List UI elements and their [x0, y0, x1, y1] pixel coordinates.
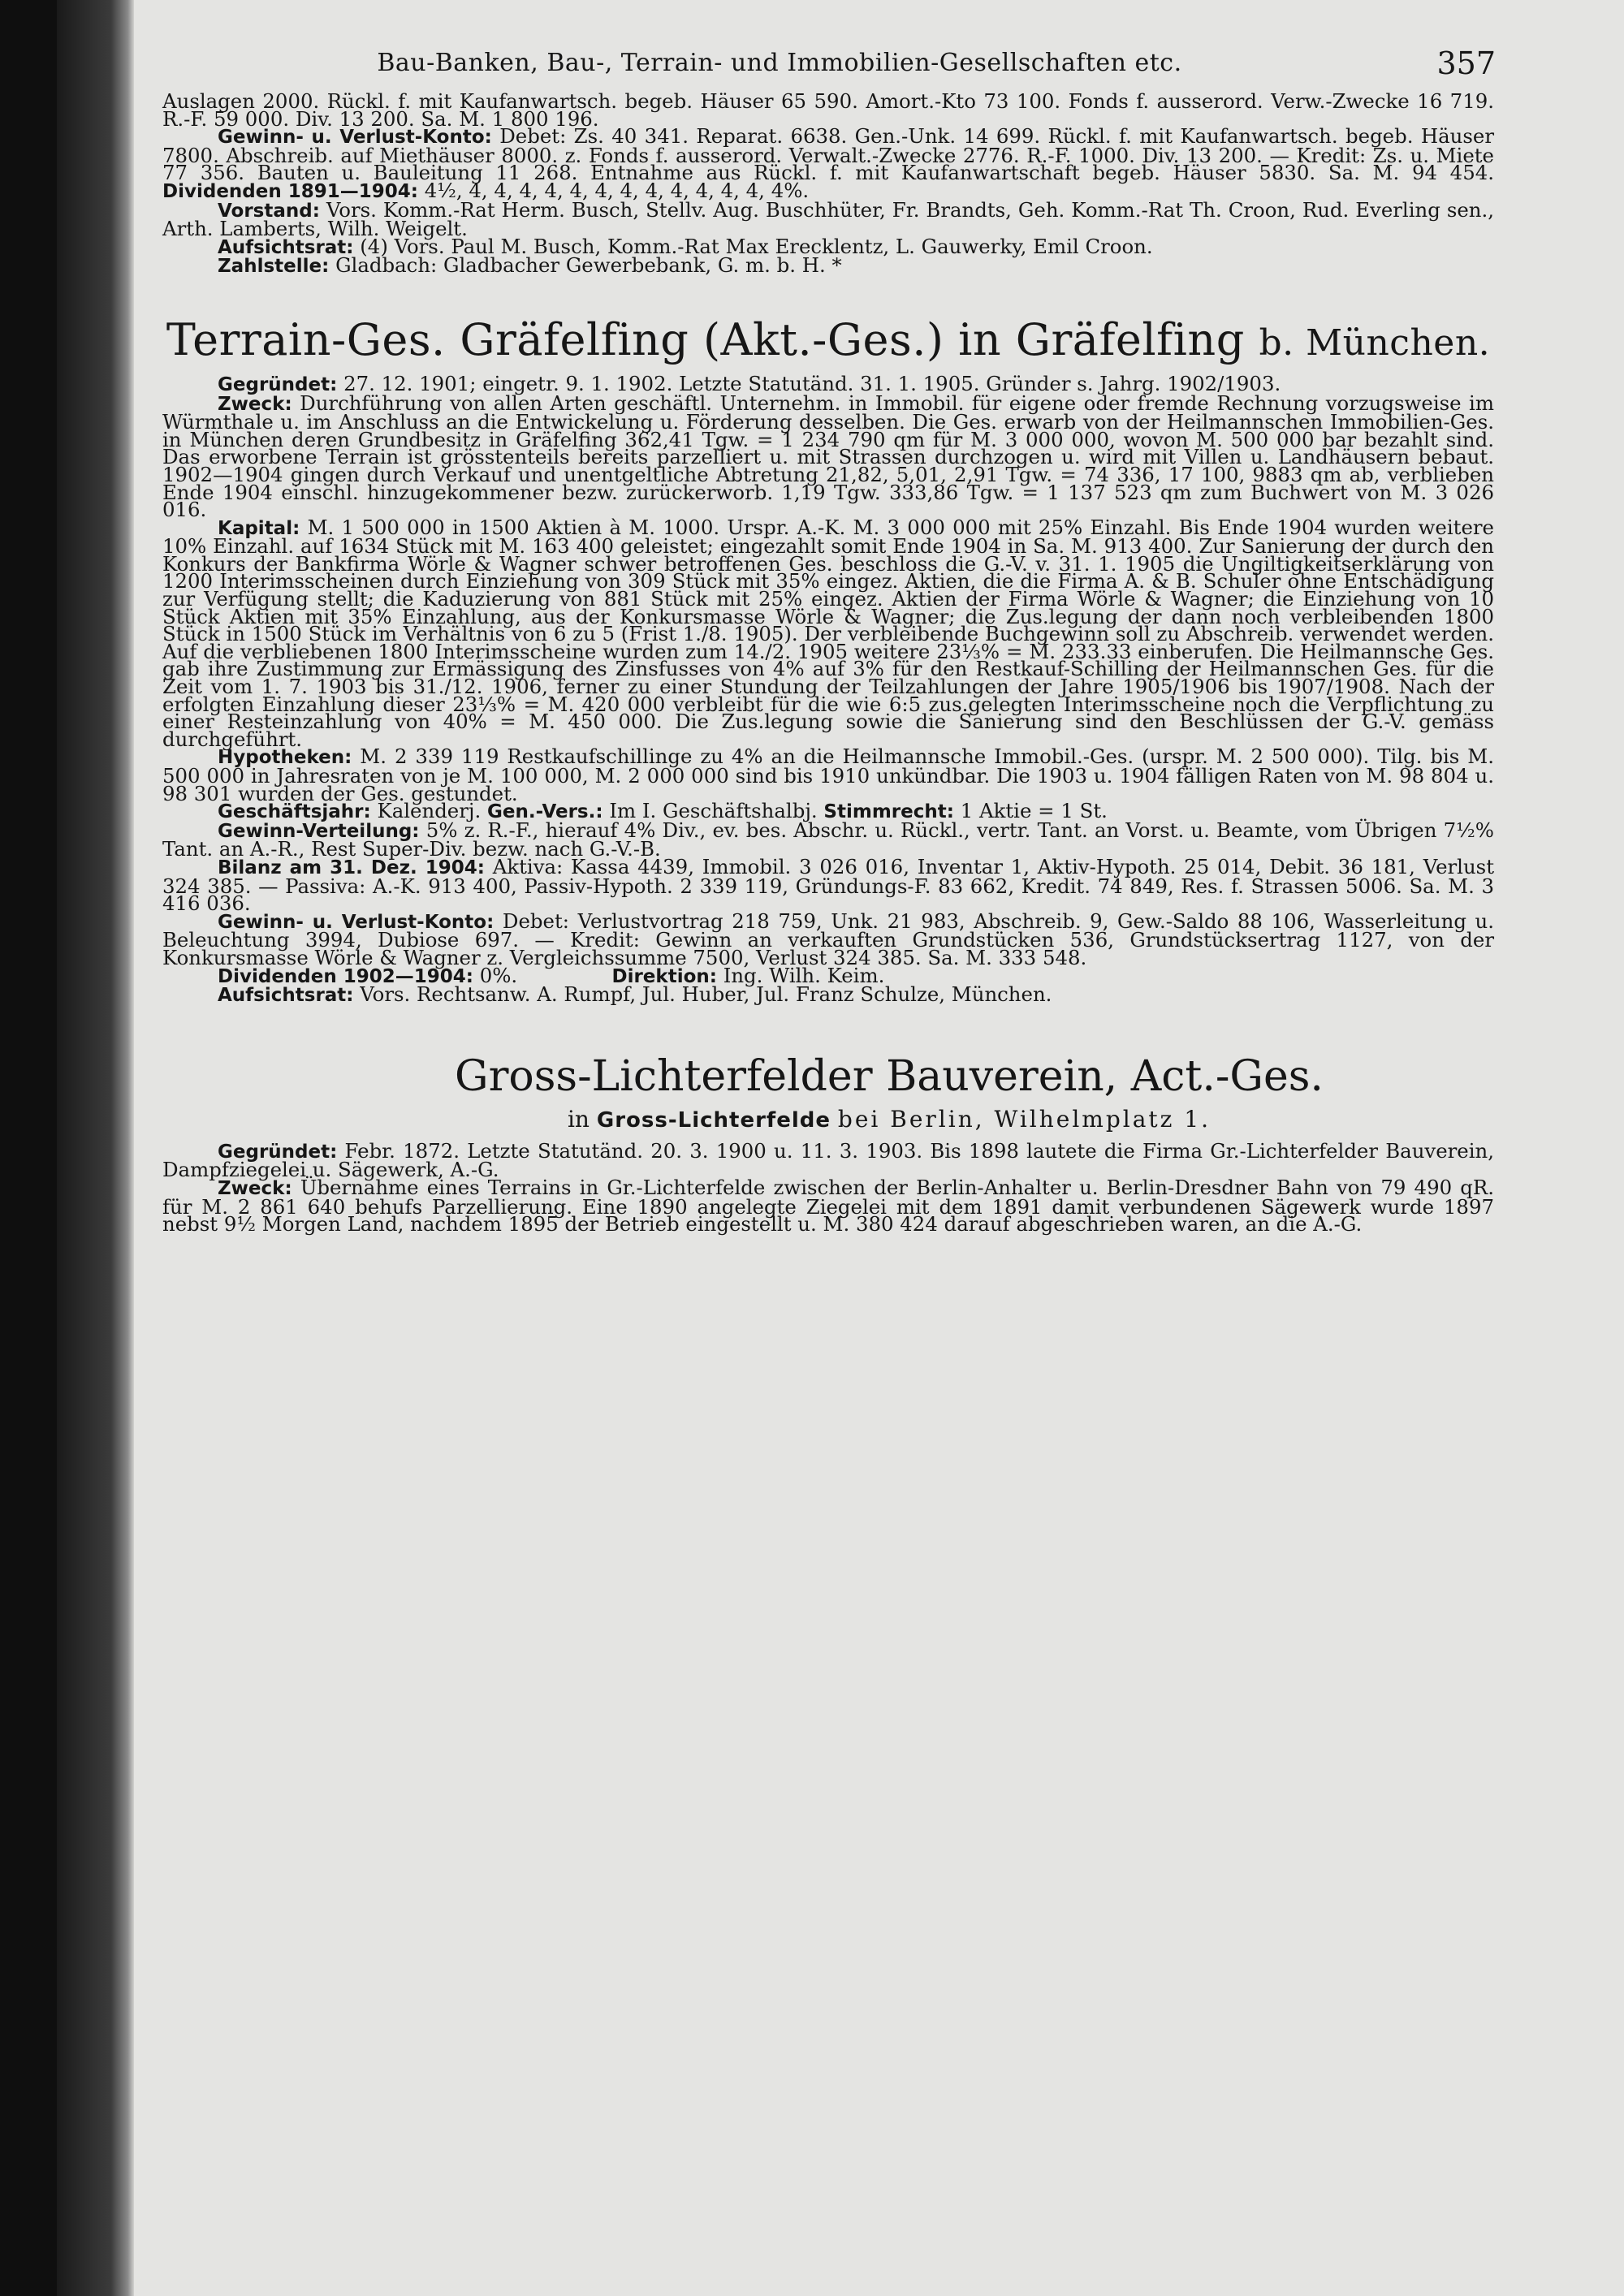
- kapital-paragraph: [162, 515, 1494, 751]
- direktion-text: Ing. Wilh. Keim.: [723, 963, 885, 987]
- prev-aufsichtsrat-text: (4) Vors. Paul M. Busch, Komm.-Rat Max Erecklentz, L. Gauwerky, Emil Croon.: [360, 234, 1153, 258]
- stimmrecht-label: Stimmrecht:: [823, 801, 954, 823]
- guv-paragraph: [162, 908, 1494, 969]
- company-entry-lichterfelde: [162, 1047, 1494, 1236]
- prev-vorstand-label: Vorstand:: [218, 200, 320, 222]
- zweck-paragraph-2: [162, 1175, 1494, 1236]
- zweck-paragraph: [162, 391, 1494, 522]
- prev-dividends-text: 4½, 4, 4, 4, 4, 4, 4, 4, 4, 4, 4, 4, 4, 4%.: [424, 178, 810, 202]
- prev-vorstand-text: Vors. Komm.-Rat Herm. Busch, Stellv. Aug. Buschhüter, Fr. Brandts, Geh. Komm.-Rat Th. Croon, Rud. Everling sen., Arth. Lamberts, Wilh. Weigelt.: [162, 197, 1494, 241]
- running-head: [211, 41, 1494, 93]
- geschaeftsjahr-text: Kalenderj.: [377, 799, 482, 823]
- company-entry-graefelfing: [162, 312, 1494, 1005]
- bilanz-paragraph: [162, 854, 1494, 916]
- company-location-name: Gross-Lichterfelde: [596, 1107, 831, 1133]
- company-title: [162, 312, 1494, 372]
- zweck-label: Zweck:: [218, 393, 292, 415]
- stimmrecht-text: 1 Aktie = 1 St.: [960, 799, 1108, 823]
- aufsichtsrat-paragraph: [162, 982, 1494, 1007]
- gewinn-verteilung-paragraph: [162, 818, 1494, 861]
- kapital-label: Kapital:: [218, 517, 300, 539]
- guv-text: Debet: Verlustvortrag 218 759, Unk. 21 983, Abschreib. 9, Gew.-Saldo 88 106, Wasserleitung u. Beleuchtung 3994, Dubiose 697. — Kredit: Gewinn an verkauften Grundstücken 536, Grundstücksertrag 1127, von der Konkursmasse Wörle & Wagner z. Vergleichssumme 7500, Verlust 324 385. Sa. M. 333 548.: [162, 908, 1494, 969]
- prev-zahlstelle-text: Gladbach: Gladbacher Gewerbebank, G. m. b. H. *: [335, 253, 842, 278]
- section-spacer: [162, 1005, 1494, 1047]
- zweck-text-2: Übernahme eines Terrains in Gr.-Lichterfelde zwischen der Berlin-Anhalter u. Berlin-Dresdner Bahn von 79 490 qR. für M. 2 861 640 behufs Parzellierung. Eine 1890 angelegte Ziegelei mit dem 1891 damit verbundenen Sägewerk wurde 1897 nebst 9½ Morgen Land, nachdem 1895 der Betrieb eingestellt u. M. 380 424 darauf abgeschrieben waren, an die A.-G.: [162, 1175, 1494, 1236]
- company-title-main: Terrain-Ges. Gräfelfing (Akt.-Ges.) in Gräfelfing: [166, 313, 1245, 365]
- dividenden-label: Dividenden 1902—1904:: [218, 965, 473, 987]
- scan-binding-edge: [0, 0, 134, 2296]
- gewinn-verteilung-text: 5% z. R.-F., hierauf 4% Div., ev. bes. Abschr. u. Rückl., vertr. Tant. an Vorst. u. Beamte, vom Übrigen 7½% Tant. an A.-R., Rest Super-Div. bezw. nach G.-V.-B.: [162, 818, 1494, 861]
- prev-reserves-paragraph: [162, 89, 1494, 131]
- guv-label: Gewinn- u. Verlust-Konto:: [218, 911, 495, 933]
- prev-guv-paragraph: [162, 124, 1494, 202]
- founded-text: 27. 12. 1901; eingetr. 9. 1. 1902. Letzte Statutänd. 31. 1. 1905. Gründer s. Jahrg. 1902/1903.: [343, 371, 1281, 395]
- company-location: [284, 1106, 1494, 1134]
- prev-guv-text: Debet: Zs. 40 341. Reparat. 6638. Gen.-Unk. 14 699. Rückl. f. mit Kaufanwartsch. begeb. Häuser 7800. Abschreib. auf Miethäuser 8000. z. Fonds f. ausserord. Verwalt.-Zwecke 2776. R.-F. 1000. Div. 13 200. — Kredit: Zs. u. Miete 77 356. Bauten u. Bauleitung 11 268. Entnahme aus Rückl. f. mit Kaufanwartschaft begeb. Häuser 5830. Sa. M. 94 454.: [162, 124, 1494, 185]
- founded-label: Gegründet:: [218, 373, 338, 395]
- kapital-text: M. 1 500 000 in 1500 Aktien à M. 1000. Urspr. A.-K. M. 3 000 000 mit 25% Einzahl. Bis Ende 1904 wurden weitere 10% Einzahl. auf 1634 Stück mit M. 163 400 geleistet; eingezahlt somit Ende 1904 in Sa. M. 913 400. Zur Sanierung der durch den Konkurs der Bankfirma Wörle & Wagner schwer betroffenen Ges. beschloss die G.-V. v. 31. 1. 1905 die Ungiltigkeitserklärung von 1200 Interimsscheinen durch Einziehung von 309 Stück mit 35% eingez. Aktien, die die Firma A. & B. Schuler ohne Entschädigung zur Verfügung stellt; die Kaduzierung von 881 Stück mit 25% eingez. Aktien der Firma Wörle & Wagner; die Einziehung von 10 Stück Aktien mit 35% Einzahlung, aus der Konkursmasse Wörle & Wagner; die Zus.legung der dann noch verbleibenden 1800 Stück in 1500 Stück im Verhältnis von 6 zu 5 (Frist 1./8. 1905). Der verbleibende Buchgewinn soll zu Abschreib. verwendet werden. Auf die verbliebenen 1800 Interimsscheine wurden zum 14./2. 1905 weitere 23⅓% = M. 233.33 einberufen. Die Heilmannsche Ges. gab ihre Zustimmung zur Ermässigung des Zinsfusses von 4% auf 3% für den Restkauf-Schilling der Heilmannschen Ges. für die Zeit vom 1. 7. 1903 bis 31./12. 1906, ferner zu einer Stundung der Teilzahlungen der Jahre 1905/1906 bis 1907/1908. Nach der erfolgten Einzahlung dieser 23⅓% = M. 420 000 verbleibt für die wie 6:5 zus.gelegten Interimsscheine noch die Verpflichtung zu einer Resteinzahlung von 40% = M. 450 000. Die Zus.legung sowie die Sanierung sind den Beschlüssen der G.-V. gemäss durchgeführt.: [162, 515, 1494, 751]
- book-page: [162, 41, 1494, 2265]
- prev-dividends-label: Dividenden 1891—1904:: [162, 180, 418, 202]
- prev-zahlstelle-label: Zahlstelle:: [218, 256, 330, 278]
- founded-label-2: Gegründet:: [218, 1141, 338, 1163]
- company-location-prefix: in: [567, 1105, 590, 1133]
- aufsichtsrat-label: Aufsichtsrat:: [218, 985, 354, 1007]
- prev-reserves-text: Auslagen 2000. Rückl. f. mit Kaufanwartsch. begeb. Häuser 65 590. Amort.-Kto 73 100. Fonds f. ausserord. Verw.-Zwecke 16 719. R.-F. 59 000. Div. 13 200. Sa. M. 1 800 196.: [162, 89, 1494, 131]
- hypotheken-label: Hypotheken:: [218, 747, 352, 769]
- prev-vorstand-paragraph: [162, 197, 1494, 241]
- prev-guv-label: Gewinn- u. Verlust-Konto:: [218, 127, 492, 149]
- bilanz-text: Aktiva: Kassa 4439, Immobil. 3 026 016, Inventar 1, Aktiv-Hypoth. 25 014, Debit. 36 181, Verlust 324 385. — Passiva: A.-K. 913 400, Passiv-Hypoth. 2 339 119, Gründungs-F. 83 662, Kredit. 74 849, Res. f. Strassen 5006. Sa. M. 3 416 036.: [162, 854, 1494, 916]
- gewinn-verteilung-label: Gewinn-Verteilung:: [218, 820, 420, 842]
- previous-entry-continuation: [162, 89, 1494, 278]
- genvers-text: Im I. Geschäftshalbj.: [609, 799, 818, 823]
- genvers-label: Gen.-Vers.:: [486, 801, 603, 823]
- prev-aufsichtsrat-label: Aufsichtsrat:: [218, 236, 354, 258]
- zweck-label-2: Zweck:: [218, 1177, 292, 1199]
- direktion-label: Direktion:: [611, 965, 717, 987]
- section-spacer: [162, 276, 1494, 312]
- aufsichtsrat-text: Vors. Rechtsanw. A. Rumpf, Jul. Huber, Jul. Franz Schulze, München.: [360, 982, 1052, 1007]
- running-title: Bau-Banken, Bau-, Terrain- und Immobilien-Gesellschaften etc.: [377, 49, 1182, 77]
- founded-paragraph-2: [162, 1138, 1494, 1182]
- dividenden-text: 0%.: [479, 963, 518, 987]
- company-title-2: Gross-Lichterfelder Bauverein, Act.-Ges.: [455, 1051, 1324, 1101]
- geschaeftsjahr-label: Geschäftsjahr:: [218, 801, 371, 823]
- hypotheken-paragraph: [162, 744, 1494, 805]
- prev-zahlstelle-paragraph: [162, 253, 1494, 278]
- company-title-location: b. München.: [1259, 322, 1491, 364]
- founded-text-2: Febr. 1872. Letzte Statutänd. 20. 3. 1900 u. 11. 3. 1903. Bis 1898 lautete die Firma Gr.-Lichterfelder Bauverein, Dampfziegelei u. Sägewerk, A.-G.: [162, 1138, 1494, 1182]
- hypotheken-text: M. 2 339 119 Restkaufschillinge zu 4% an die Heilmannsche Immobil.-Ges. (urspr. M. 2 500 000). Tilg. bis M. 500 000 in Jahresraten von je M. 100 000, M. 2 000 000 sind bis 1910 unkündbar. Die 1903 u. 1904 fälligen Raten von M. 98 804 u. 98 301 wurden der Ges. gestundet.: [162, 744, 1494, 805]
- company-location-suffix: bei Berlin, Wilhelmplatz 1.: [837, 1105, 1212, 1133]
- bilanz-label: Bilanz am 31. Dez. 1904:: [218, 857, 485, 878]
- zweck-text: Durchführung von allen Arten geschäftl. Unternehm. in Immobil. für eigene oder fremde Rechnung vorzugsweise im Würmthale u. im Anschluss an die Entwickelung u. Förderung desselben. Die Ges. erwarb von der Heilmannschen Immobilien-Ges. in München deren Grundbesitz in Gräfelfing 362,41 Tgw. = 1 234 790 qm für M. 3 000 000, wovon M. 500 000 bar bezahlt sind. Das erworbene Terrain ist grösstenteils bereits parzelliert u. mit Strassen durchzogen u. wird mit Villen u. Landhäusern bebaut. 1902—1904 gingen durch Verkauf und unentgeltliche Abtretung 21,82, 5,01, 2,91 Tgw. = 74 336, 17 100, 9883 qm ab, verblieben Ende 1904 einschl. hinzugekommener bezw. zurückerworb. 1,19 Tgw. 333,86 Tgw. = 1 137 523 qm zum Buchwert von M. 3 026 016.: [162, 391, 1494, 522]
- page-number: 357: [1436, 45, 1496, 81]
